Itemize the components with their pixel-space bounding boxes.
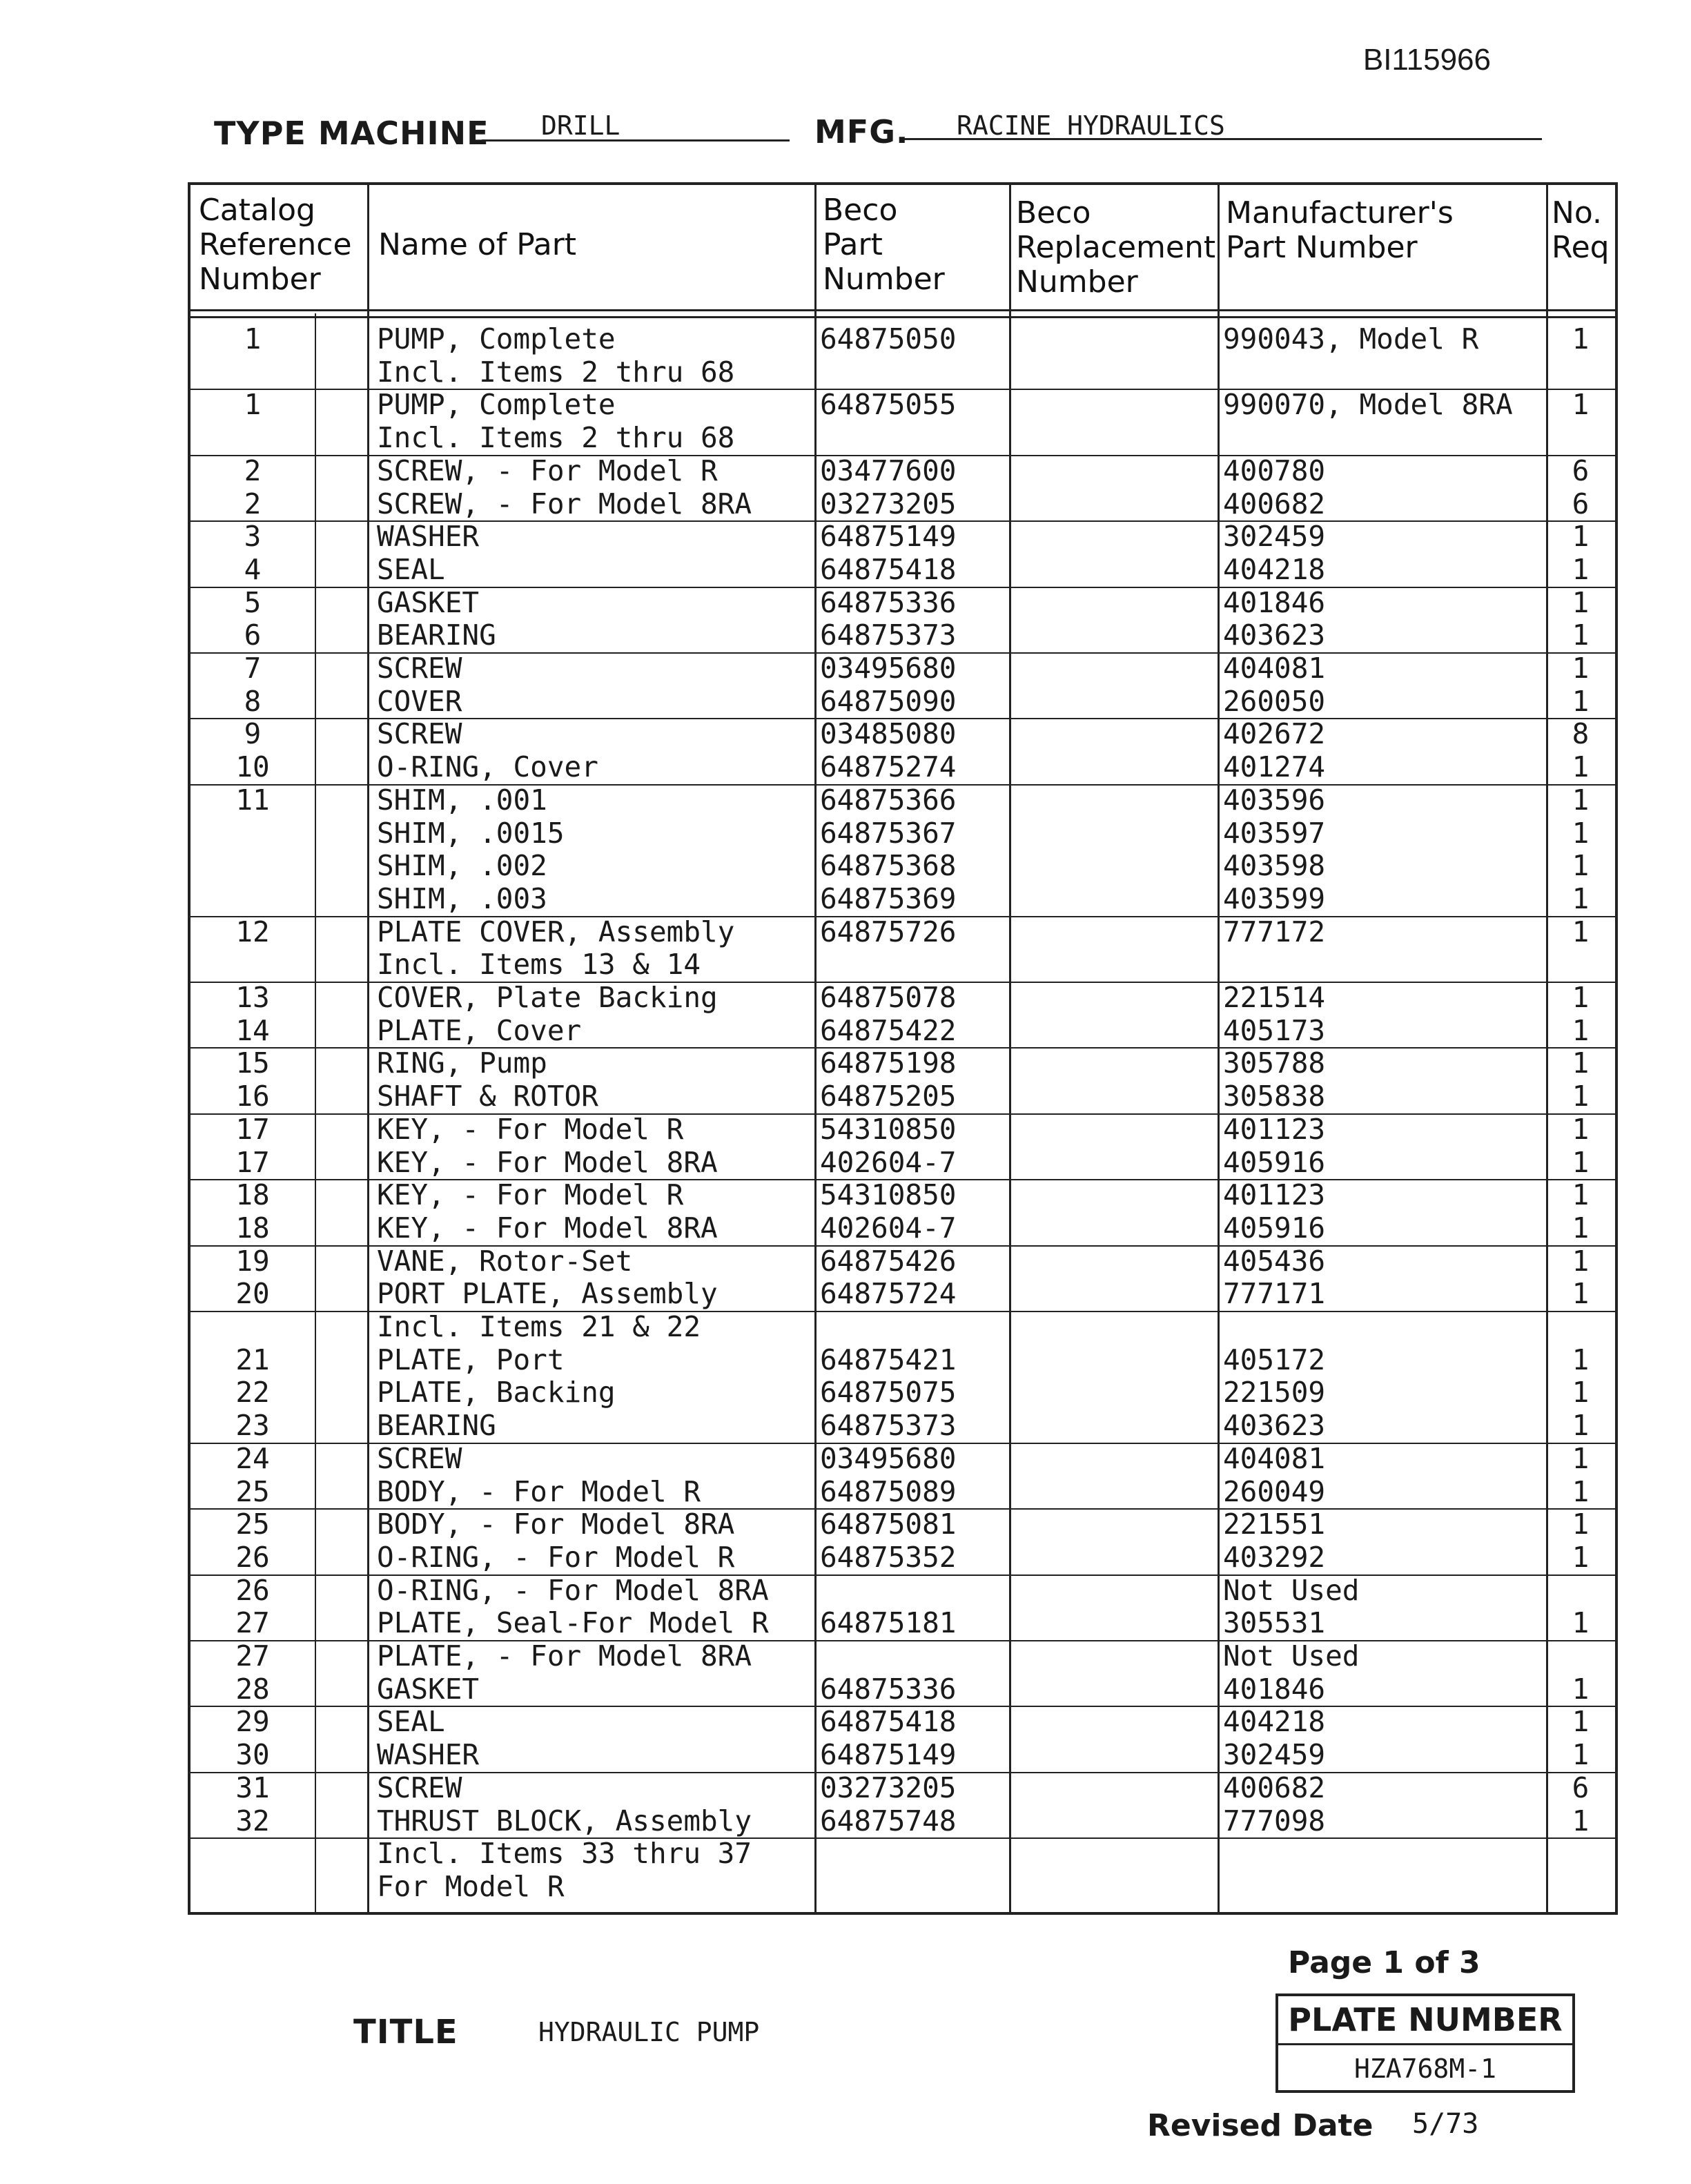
cell-beco-part: 54310850 (820, 1112, 957, 1146)
revised-date-label: Revised Date (1147, 2108, 1374, 2143)
cell-part-name: SHAFT & ROTOR (377, 1080, 598, 1113)
col-header-beco-part: Beco Part Number (823, 193, 945, 297)
cell-part-name: BEARING (377, 1409, 496, 1443)
cell-no-req: 1 (1572, 1013, 1590, 1047)
cell-part-name: SEAL (377, 552, 445, 586)
cell-beco-part: 64875366 (820, 783, 957, 817)
cell-catalog-ref: 13 (235, 981, 270, 1014)
cell-mfr-part: 403623 (1223, 1409, 1326, 1443)
cell-catalog-ref: 30 (235, 1738, 270, 1772)
cell-mfr-part: 405436 (1223, 1244, 1326, 1278)
cell-mfr-part: 400780 (1223, 454, 1326, 487)
cell-no-req: 1 (1572, 1606, 1590, 1640)
cell-part-name: SCREW, - For Model 8RA (377, 487, 752, 520)
cell-catalog-ref: 24 (235, 1441, 270, 1475)
cell-beco-part: 64875726 (820, 915, 957, 948)
cell-mfr-part: 302459 (1223, 1738, 1326, 1772)
cell-no-req: 1 (1572, 552, 1590, 586)
cell-mfr-part: 305531 (1223, 1606, 1326, 1640)
cell-no-req: 1 (1572, 881, 1590, 915)
cell-beco-part: 64875418 (820, 552, 957, 586)
cell-beco-part: 64875078 (820, 981, 957, 1014)
cell-part-name: O-RING, - For Model R (377, 1540, 735, 1574)
cell-catalog-ref: 25 (235, 1508, 270, 1541)
cell-part-name: Incl. Items 21 & 22 (377, 1310, 701, 1343)
cell-beco-part: 64875373 (820, 1409, 957, 1443)
cell-catalog-ref: 18 (235, 1211, 270, 1245)
cell-mfr-part: 403292 (1223, 1540, 1326, 1574)
cell-no-req: 1 (1572, 1244, 1590, 1278)
cell-beco-part: 64875198 (820, 1046, 957, 1080)
cell-no-req: 6 (1572, 454, 1590, 487)
cell-no-req: 1 (1572, 1508, 1590, 1541)
cell-mfr-part: 403596 (1223, 783, 1326, 817)
cell-part-name: GASKET (377, 1672, 480, 1706)
cell-part-name: Incl. Items 2 thru 68 (377, 421, 735, 455)
cell-no-req: 1 (1572, 1376, 1590, 1410)
cell-no-req: 1 (1572, 1738, 1590, 1772)
cell-beco-part: 64875055 (820, 388, 957, 422)
cell-part-name: BODY, - For Model R (377, 1474, 701, 1508)
col-header-name: Name of Part (378, 227, 577, 262)
cell-beco-part: 402604-7 (820, 1145, 957, 1179)
cell-no-req: 1 (1572, 1343, 1590, 1376)
cell-catalog-ref: 10 (235, 750, 270, 784)
cell-catalog-ref: 31 (235, 1771, 270, 1804)
cell-catalog-ref: 5 (244, 585, 262, 619)
cell-no-req: 1 (1572, 1046, 1590, 1080)
cell-catalog-ref: 22 (235, 1376, 270, 1410)
cell-mfr-part: 401123 (1223, 1112, 1326, 1146)
cell-mfr-part: Not Used (1223, 1573, 1360, 1607)
cell-part-name: O-RING, - For Model 8RA (377, 1573, 769, 1607)
cell-no-req: 1 (1572, 388, 1590, 422)
cell-no-req: 1 (1572, 1672, 1590, 1706)
cell-catalog-ref: 27 (235, 1639, 270, 1673)
cell-mfr-part: 405916 (1223, 1211, 1326, 1245)
cell-mfr-part: 404081 (1223, 1441, 1326, 1475)
cell-catalog-ref: 26 (235, 1540, 270, 1574)
cell-part-name: SCREW, - For Model R (377, 454, 718, 487)
cell-part-name: GASKET (377, 585, 480, 619)
revised-date-value: 5/73 (1412, 2108, 1479, 2140)
cell-catalog-ref: 28 (235, 1672, 270, 1706)
cell-part-name: SCREW (377, 717, 462, 751)
cell-beco-part: 64875748 (820, 1804, 957, 1837)
cell-beco-part: 64875075 (820, 1376, 957, 1410)
cell-beco-part: 64875369 (820, 881, 957, 915)
cell-part-name: KEY, - For Model R (377, 1178, 684, 1212)
cell-catalog-ref: 8 (244, 684, 262, 718)
type-machine-label: TYPE MACHINE (214, 115, 489, 152)
cell-beco-part: 64875373 (820, 618, 957, 652)
cell-catalog-ref: 32 (235, 1804, 270, 1837)
cell-part-name: BODY, - For Model 8RA (377, 1508, 735, 1541)
mfg-label: MFG. (814, 113, 909, 150)
cell-part-name: Incl. Items 2 thru 68 (377, 355, 735, 389)
cell-part-name: SCREW (377, 1771, 462, 1804)
cell-mfr-part: 777171 (1223, 1277, 1326, 1311)
cell-beco-part: 64875149 (820, 1738, 957, 1772)
cell-part-name: SCREW (377, 1441, 462, 1475)
cell-beco-part: 03477600 (820, 454, 957, 487)
type-machine-underline (482, 139, 790, 142)
cell-no-req: 6 (1572, 487, 1590, 520)
cell-part-name: PUMP, Complete (377, 388, 616, 422)
cell-beco-part: 64875426 (820, 1244, 957, 1278)
cell-catalog-ref: 16 (235, 1080, 270, 1113)
cell-mfr-part: 302459 (1223, 520, 1326, 554)
plate-number-value: HZA768M-1 (1354, 2054, 1496, 2084)
cell-beco-part: 64875336 (820, 1672, 957, 1706)
cell-mfr-part: 990043, Model R (1223, 322, 1479, 355)
cell-part-name: PORT PLATE, Assembly (377, 1277, 718, 1311)
cell-catalog-ref: 26 (235, 1573, 270, 1607)
cell-beco-part: 64875274 (820, 750, 957, 784)
cell-beco-part: 03485080 (820, 717, 957, 751)
cell-catalog-ref: 1 (244, 388, 262, 422)
cell-mfr-part: 400682 (1223, 1771, 1326, 1804)
cell-no-req: 1 (1572, 1409, 1590, 1443)
cell-catalog-ref: 23 (235, 1409, 270, 1443)
cell-no-req: 1 (1572, 1441, 1590, 1475)
cell-mfr-part: 405173 (1223, 1013, 1326, 1047)
cell-mfr-part: 405172 (1223, 1343, 1326, 1376)
cell-mfr-part: 260049 (1223, 1474, 1326, 1508)
cell-no-req: 1 (1572, 1705, 1590, 1739)
cell-mfr-part: 403598 (1223, 849, 1326, 883)
cell-beco-part: 03273205 (820, 1771, 957, 1804)
cell-part-name: O-RING, Cover (377, 750, 598, 784)
cell-catalog-ref: 18 (235, 1178, 270, 1212)
cell-part-name: PLATE, Cover (377, 1013, 582, 1047)
cell-beco-part: 402604-7 (820, 1211, 957, 1245)
cell-no-req: 1 (1572, 783, 1590, 817)
cell-catalog-ref: 15 (235, 1046, 270, 1080)
cell-catalog-ref: 3 (244, 520, 262, 554)
cell-mfr-part: 221551 (1223, 1508, 1326, 1541)
cell-part-name: PLATE, - For Model 8RA (377, 1639, 752, 1673)
cell-catalog-ref: 14 (235, 1013, 270, 1047)
cell-catalog-ref: 1 (244, 322, 262, 355)
cell-part-name: RING, Pump (377, 1046, 547, 1080)
cell-mfr-part: 404218 (1223, 552, 1326, 586)
cell-part-name: WASHER (377, 520, 480, 554)
cell-beco-part: 03273205 (820, 487, 957, 520)
cell-no-req: 1 (1572, 520, 1590, 554)
cell-part-name: For Model R (377, 1869, 565, 1903)
parts-table (188, 182, 1618, 1915)
cell-beco-part: 64875089 (820, 1474, 957, 1508)
cell-part-name: SHIM, .002 (377, 849, 547, 883)
cell-beco-part: 64875418 (820, 1705, 957, 1739)
cell-catalog-ref: 6 (244, 618, 262, 652)
col-header-beco-replacement: Beco Replacement Number (1016, 195, 1216, 300)
cell-no-req: 1 (1572, 1178, 1590, 1212)
cell-part-name: SCREW (377, 652, 462, 685)
header-divider (190, 309, 1615, 311)
cell-beco-part: 64875050 (820, 322, 957, 355)
mfg-value: RACINE HYDRAULICS (957, 110, 1225, 141)
cell-mfr-part: 260050 (1223, 684, 1326, 718)
cell-catalog-ref: 2 (244, 454, 262, 487)
cell-mfr-part: 402672 (1223, 717, 1326, 751)
cell-mfr-part: 405916 (1223, 1145, 1326, 1179)
cell-catalog-ref: 19 (235, 1244, 270, 1278)
cell-mfr-part: 777172 (1223, 915, 1326, 948)
cell-catalog-ref: 9 (244, 717, 262, 751)
cell-beco-part: 64875724 (820, 1277, 957, 1311)
cell-part-name: WASHER (377, 1738, 480, 1772)
cell-no-req: 1 (1572, 981, 1590, 1014)
cell-no-req: 1 (1572, 1145, 1590, 1179)
cell-no-req: 1 (1572, 618, 1590, 652)
cell-catalog-ref: 20 (235, 1277, 270, 1311)
cell-mfr-part: 221509 (1223, 1376, 1326, 1410)
cell-beco-part: 03495680 (820, 1441, 957, 1475)
cell-beco-part: 64875422 (820, 1013, 957, 1047)
cell-part-name: PLATE, Port (377, 1343, 565, 1376)
cell-mfr-part: 221514 (1223, 981, 1326, 1014)
cell-mfr-part: 401123 (1223, 1178, 1326, 1212)
cell-mfr-part: 400682 (1223, 487, 1326, 520)
cell-beco-part: 64875421 (820, 1343, 957, 1376)
cell-part-name: COVER, Plate Backing (377, 981, 718, 1014)
cell-catalog-ref: 7 (244, 652, 262, 685)
cell-catalog-ref: 2 (244, 487, 262, 520)
cell-beco-part: 64875081 (820, 1508, 957, 1541)
title-value: HYDRAULIC PUMP (538, 2017, 760, 2047)
cell-no-req: 1 (1572, 1804, 1590, 1837)
cell-no-req: 6 (1572, 1771, 1590, 1804)
col-header-mfr-part: Manufacturer's Part Number (1226, 195, 1454, 265)
cell-catalog-ref: 29 (235, 1705, 270, 1739)
cell-no-req: 1 (1572, 750, 1590, 784)
cell-beco-part: 64875090 (820, 684, 957, 718)
cell-mfr-part: 404081 (1223, 652, 1326, 685)
header-divider (190, 316, 1615, 318)
cell-part-name: THRUST BLOCK, Assembly (377, 1804, 752, 1837)
cell-no-req: 1 (1572, 1277, 1590, 1311)
cell-no-req: 1 (1572, 1540, 1590, 1574)
cell-part-name: PUMP, Complete (377, 322, 616, 355)
cell-mfr-part: 401846 (1223, 1672, 1326, 1706)
cell-mfr-part: 401846 (1223, 585, 1326, 619)
cell-catalog-ref: 21 (235, 1343, 270, 1376)
cell-no-req: 1 (1572, 684, 1590, 718)
cell-beco-part: 64875368 (820, 849, 957, 883)
cell-part-name: PLATE COVER, Assembly (377, 915, 735, 948)
cell-part-name: SHIM, .0015 (377, 816, 565, 850)
cell-mfr-part: 403599 (1223, 881, 1326, 915)
cell-catalog-ref: 17 (235, 1145, 270, 1179)
cell-mfr-part: 305788 (1223, 1046, 1326, 1080)
cell-catalog-ref: 25 (235, 1474, 270, 1508)
page-indicator: Page 1 of 3 (1288, 1945, 1480, 1980)
col-header-catalog: Catalog Reference Number (199, 193, 352, 297)
cell-part-name: PLATE, Seal-For Model R (377, 1606, 769, 1640)
type-machine-value: DRILL (541, 110, 620, 141)
cell-no-req: 1 (1572, 816, 1590, 850)
cell-part-name: KEY, - For Model 8RA (377, 1145, 718, 1179)
cell-no-req: 1 (1572, 1211, 1590, 1245)
col-header-no-req: No. Req (1552, 195, 1610, 265)
cell-mfr-part: 403623 (1223, 618, 1326, 652)
cell-mfr-part: 403597 (1223, 816, 1326, 850)
cell-catalog-ref: 17 (235, 1112, 270, 1146)
plate-number-box (1275, 1993, 1575, 2093)
cell-beco-part: 64875181 (820, 1606, 957, 1640)
cell-no-req: 1 (1572, 915, 1590, 948)
cell-no-req: 8 (1572, 717, 1590, 751)
cell-part-name: SHIM, .001 (377, 783, 547, 817)
cell-mfr-part: Not Used (1223, 1639, 1360, 1673)
cell-part-name: SHIM, .003 (377, 881, 547, 915)
cell-part-name: PLATE, Backing (377, 1376, 616, 1410)
cell-part-name: Incl. Items 13 & 14 (377, 948, 701, 982)
cell-beco-part: 64875352 (820, 1540, 957, 1574)
title-label: TITLE (353, 2013, 458, 2051)
cell-mfr-part: 990070, Model 8RA (1223, 388, 1513, 422)
cell-no-req: 1 (1572, 322, 1590, 355)
cell-no-req: 1 (1572, 585, 1590, 619)
cell-beco-part: 03495680 (820, 652, 957, 685)
cell-catalog-ref: 27 (235, 1606, 270, 1640)
cell-mfr-part: 305838 (1223, 1080, 1326, 1113)
cell-beco-part: 64875336 (820, 585, 957, 619)
plate-number-label: PLATE NUMBER (1278, 1996, 1572, 2045)
cell-mfr-part: 404218 (1223, 1705, 1326, 1739)
cell-beco-part: 54310850 (820, 1178, 957, 1212)
cell-mfr-part: 401274 (1223, 750, 1326, 784)
cell-part-name: SEAL (377, 1705, 445, 1739)
cell-catalog-ref: 12 (235, 915, 270, 948)
cell-no-req: 1 (1572, 652, 1590, 685)
cell-part-name: COVER (377, 684, 462, 718)
cell-part-name: KEY, - For Model 8RA (377, 1211, 718, 1245)
cell-beco-part: 64875367 (820, 816, 957, 850)
cell-mfr-part: 777098 (1223, 1804, 1326, 1837)
cell-no-req: 1 (1572, 1112, 1590, 1146)
cell-no-req: 1 (1572, 1080, 1590, 1113)
cell-part-name: VANE, Rotor-Set (377, 1244, 633, 1278)
cell-part-name: KEY, - For Model R (377, 1112, 684, 1146)
cell-catalog-ref: 4 (244, 552, 262, 586)
cell-beco-part: 64875149 (820, 520, 957, 554)
cell-catalog-ref: 11 (235, 783, 270, 817)
cell-beco-part: 64875205 (820, 1080, 957, 1113)
cell-no-req: 1 (1572, 849, 1590, 883)
cell-part-name: BEARING (377, 618, 496, 652)
cell-no-req: 1 (1572, 1474, 1590, 1508)
cell-part-name: Incl. Items 33 thru 37 (377, 1837, 752, 1871)
document-id: BI115966 (1362, 43, 1491, 77)
